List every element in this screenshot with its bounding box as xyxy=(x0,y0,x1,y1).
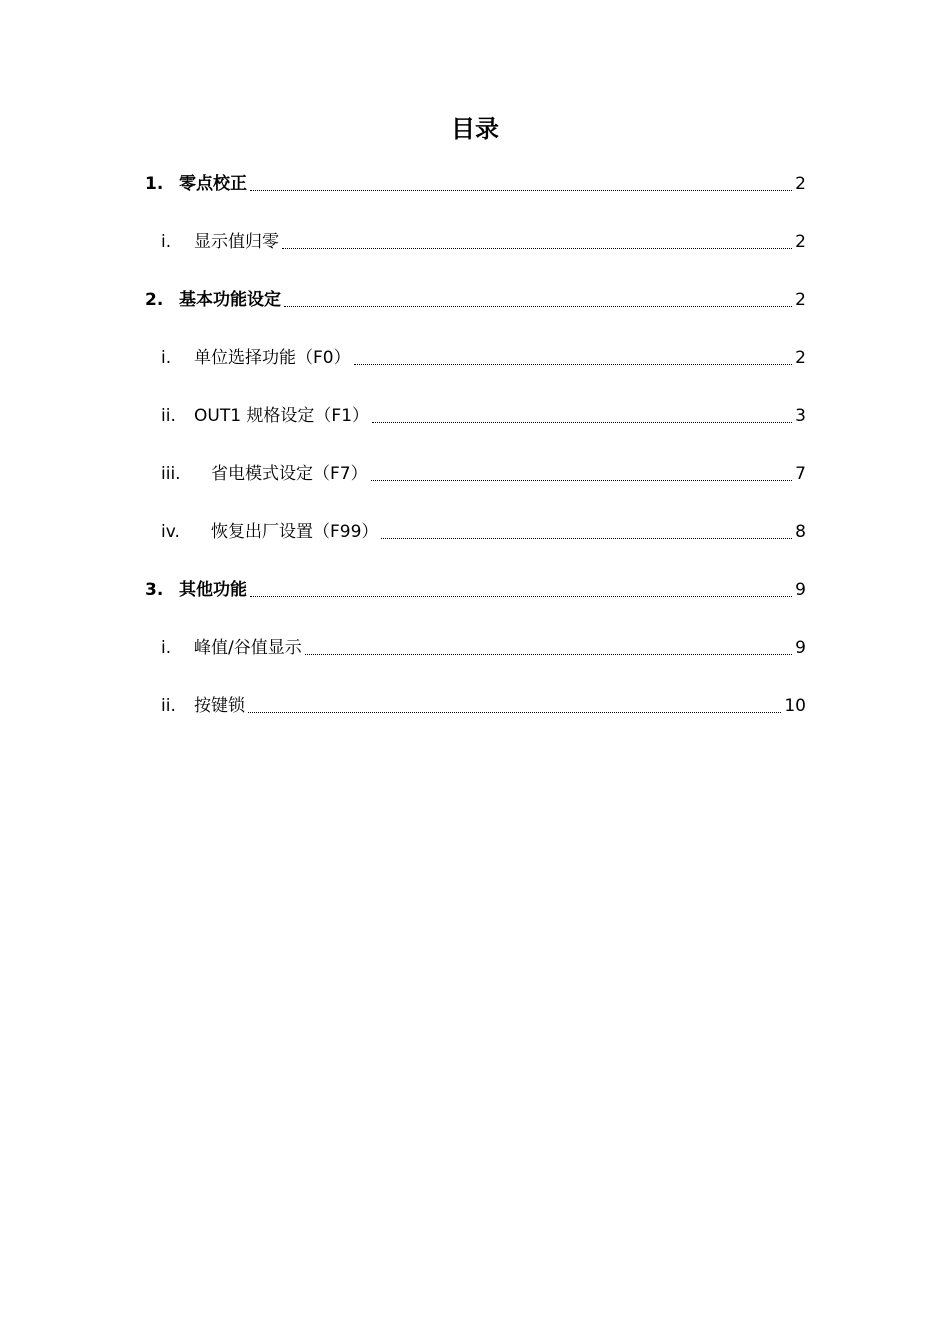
toc-entry-text: 零点校正 xyxy=(179,174,247,194)
toc-dot-leader xyxy=(354,344,793,365)
toc-entry-number: 2. xyxy=(145,290,164,310)
toc-dot-leader xyxy=(372,402,792,423)
toc-entry-number: 1. xyxy=(145,174,164,194)
toc-entry-page: 7 xyxy=(795,464,806,484)
toc-entry-text: 恢复出厂设置（F99） xyxy=(211,522,379,542)
toc-entry-number: iv. xyxy=(161,522,180,542)
toc-entry-number: i. xyxy=(161,232,172,252)
toc-entry-number: i. xyxy=(161,638,172,658)
toc-entry-text: 基本功能设定 xyxy=(179,290,281,310)
toc-entry-text: 单位选择功能（F0） xyxy=(194,348,351,368)
toc-dot-leader xyxy=(282,228,792,249)
toc-entry-2[interactable] xyxy=(145,286,806,344)
toc-dot-leader xyxy=(248,692,781,713)
toc-entry-2-iv[interactable] xyxy=(145,518,806,576)
toc-entry-page: 9 xyxy=(795,638,806,658)
toc-entry-3-ii[interactable] xyxy=(145,692,806,750)
toc-dot-leader xyxy=(284,286,792,307)
toc-dot-leader xyxy=(305,634,792,655)
toc-entry-page: 2 xyxy=(795,290,806,310)
toc-dot-leader xyxy=(250,170,792,191)
toc-entry-text: OUT1 规格设定（F1） xyxy=(194,406,370,426)
toc-dot-leader xyxy=(371,460,793,481)
toc-dot-leader xyxy=(250,576,792,597)
toc-title: 目录 xyxy=(451,115,499,143)
toc-entry-2-i[interactable] xyxy=(145,344,806,402)
toc-entry-3[interactable] xyxy=(145,576,806,634)
toc-entry-number: ii. xyxy=(161,406,176,426)
toc-entry-1[interactable] xyxy=(145,170,806,228)
toc-entry-page: 2 xyxy=(795,232,806,252)
toc-entry-text: 峰值/谷值显示 xyxy=(194,638,302,658)
toc-entry-text: 按键锁 xyxy=(194,696,245,716)
toc-entry-page: 9 xyxy=(795,580,806,600)
toc-entry-text: 其他功能 xyxy=(179,580,247,600)
toc-entry-text: 省电模式设定（F7） xyxy=(211,464,368,484)
toc-entry-page: 2 xyxy=(795,174,806,194)
toc-entry-2-iii[interactable] xyxy=(145,460,806,518)
toc-entry-number: i. xyxy=(161,348,172,368)
toc-entry-text: 显示值归零 xyxy=(194,232,279,252)
toc-list xyxy=(145,170,806,750)
toc-entry-number: iii. xyxy=(161,464,181,484)
toc-entry-page: 10 xyxy=(784,696,806,716)
toc-entry-page: 8 xyxy=(795,522,806,542)
toc-entry-page: 2 xyxy=(795,348,806,368)
toc-entry-page: 3 xyxy=(795,406,806,426)
toc-entry-2-ii[interactable] xyxy=(145,402,806,460)
toc-entry-1-i[interactable] xyxy=(145,228,806,286)
toc-dot-leader xyxy=(381,518,792,539)
toc-entry-number: 3. xyxy=(145,580,164,600)
toc-entry-3-i[interactable] xyxy=(145,634,806,692)
toc-entry-number: ii. xyxy=(161,696,176,716)
